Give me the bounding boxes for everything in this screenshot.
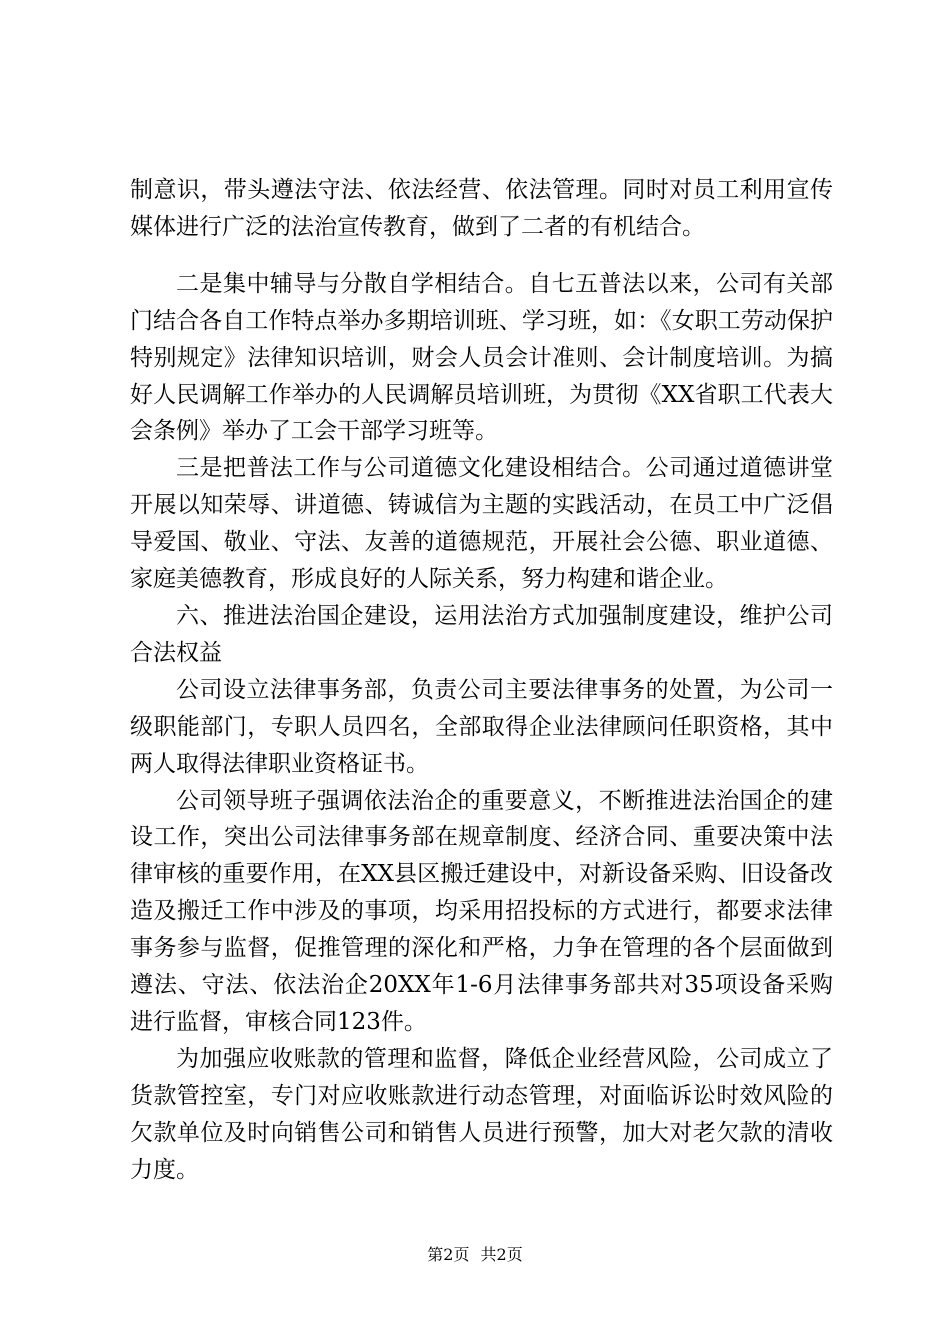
paragraph-point-three: 三是把普法工作与公司道德文化建设相结合。公司通过道德讲堂开展以知荣辱、讲道德、铸诚信为主题的实践活动，在员工中广泛倡导爱国、敬业、守法、友善的道德规范，开展社会公德、职业道德、家庭美德教育，形成良好的人际关系，努力构建和谐企业。 <box>130 455 833 593</box>
paragraph-point-two: 二是集中辅导与分散自学相结合。自七五普法以来，公司有关部门结合各自工作特点举办多期培训班、学习班，如：《女职工劳动保护特别规定》法律知识培训，财会人员会计准则、会计制度培训。为搞好人民调解工作举办的人民调解员培训班，为贯彻《XX省职工代表大会条例》举办了工会干部学习班等。 <box>130 270 833 445</box>
paragraph-continuation: 制意识，带头遵法守法、依法经营、依法管理。同时对员工利用宣传媒体进行广泛的法治宣传教育，做到了二者的有机结合。 <box>130 177 833 240</box>
page-number: 第2页 <box>427 1245 470 1264</box>
paragraph-legal-department: 公司设立法律事务部，负责公司主要法律事务的处置，为公司一级职能部门，专职人员四名，全部取得企业法律顾问任职资格，其中两人取得法律职业资格证书。 <box>130 676 833 777</box>
section-heading-six: 六、推进法治国企建设，运用法治方式加强制度建设，维护公司合法权益 <box>130 602 833 666</box>
paragraph-leadership: 公司领导班子强调依法治企的重要意义，不断推进法治国企的建设工作，突出公司法律事务部在规章制度、经济合同、重要决策中法律审核的重要作用，在XX县区搬迁建设中，对新设备采购、旧设备改造及搬迁工作中涉及的事项，均采用招投标的方式进行，都要求法律事务参与监督，促推管理的深化和严格，力争在管理的各个层面做到遵法、守法、依法治企20XX年1-6月法律事务部共对35项设备采购进行监督，审核合同123件。 <box>130 787 833 1035</box>
paragraph-receivables: 为加强应收账款的管理和监督，降低企业经营风险，公司成立了货款管控室，专门对应收账款进行动态管理，对面临诉讼时效风险的欠款单位及时向销售公司和销售人员进行预警，加大对老欠款的清收力度。 <box>130 1045 833 1183</box>
page-footer <box>0 1244 950 1266</box>
page-total: 共2页 <box>480 1245 523 1264</box>
document-body <box>130 172 833 1188</box>
